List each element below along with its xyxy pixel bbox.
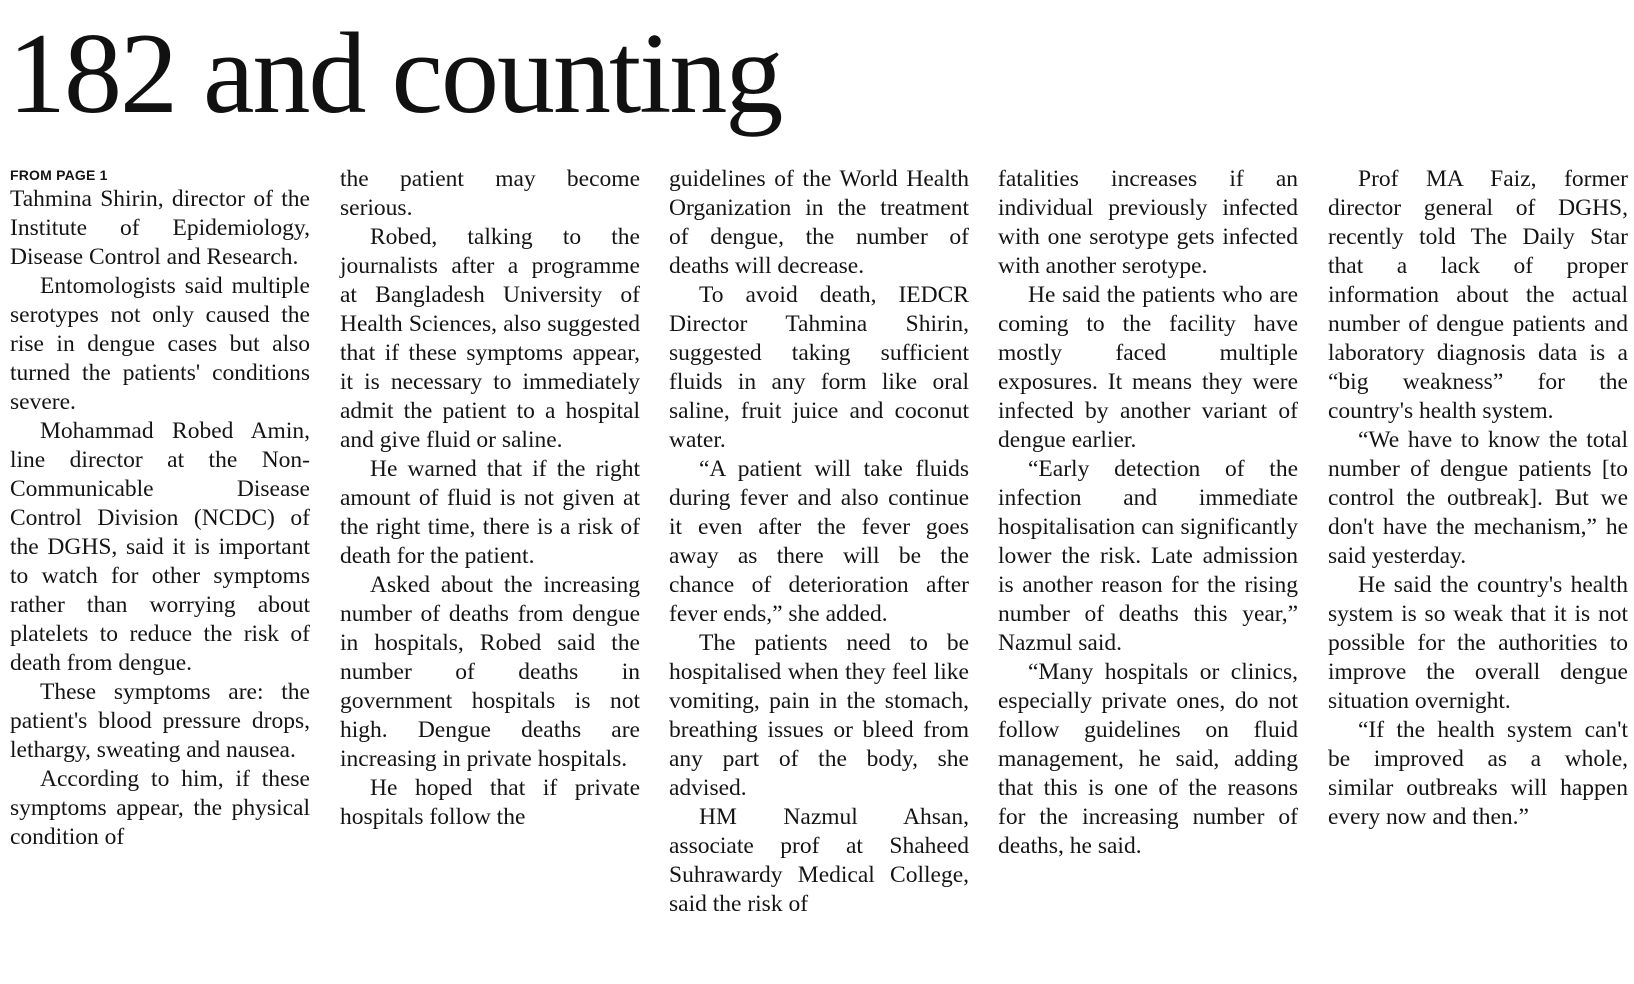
paragraph: “A patient will take fluids during fever and also continue it even after the fever goes away as there will be the chance of deterioration after fever ends,” she added. <box>669 456 969 627</box>
paragraph: “Early detection of the infection and immediate hospitalisation can significantly lower the risk. Late admission is another reason for the rising number of deaths this year,” Nazmul said. <box>998 456 1298 656</box>
paragraph: Entomologists said multiple serotypes not only caused the rise in dengue cases but also turned the patients' conditions severe. <box>10 273 310 415</box>
article-column-4 <box>998 165 1298 861</box>
paragraph: He hoped that if private hospitals follow the <box>340 775 640 830</box>
paragraph: He said the patients who are coming to the facility have mostly faced multiple exposures. It means they were infected by another variant of dengue earlier. <box>998 282 1298 453</box>
paragraph: Asked about the increasing number of deaths from dengue in hospitals, Robed said the number of deaths in government hospitals is not high. Dengue deaths are increasing in private hospitals. <box>340 572 640 772</box>
paragraph: The patients need to be hospitalised when they feel like vomiting, pain in the stomach, breathing issues or bleed from any part of the body, she advised. <box>669 630 969 801</box>
paragraph: Prof MA Faiz, former director general of DGHS, recently told The Daily Star that a lack of proper information about the actual number of dengue patients and laboratory diagnosis data is a “big weakness” for the country's health system. <box>1328 166 1628 424</box>
paragraph: Mohammad Robed Amin, line director at the Non-Communicable Disease Control Division (NCDC) of the DGHS, said it is important to watch for other symptoms rather than worrying about platelets to reduce the risk of death from dengue. <box>10 418 310 676</box>
paragraph: These symptoms are: the patient's blood pressure drops, lethargy, sweating and nausea. <box>10 679 310 763</box>
continuation-kicker: FROM PAGE 1 <box>10 167 108 183</box>
paragraph: He said the country's health system is so weak that it is not possible for the authorities to improve the overall dengue situation overnight. <box>1328 572 1628 714</box>
paragraph: Tahmina Shirin, director of the Institute of Epidemiology, Disease Control and Research. <box>10 186 310 270</box>
paragraph: the patient may become serious. <box>340 166 640 221</box>
paragraph: “Many hospitals or clinics, especially private ones, do not follow guidelines on fluid management, he said, adding that this is one of the reasons for the increasing number of deaths, he said. <box>998 659 1298 859</box>
paragraph: HM Nazmul Ahsan, associate prof at Shaheed Suhrawardy Medical College, said the risk of <box>669 804 969 917</box>
paragraph: “If the health system can't be improved as a whole, similar outbreaks will happen every now and then.” <box>1328 717 1628 830</box>
paragraph: guidelines of the World Health Organization in the treatment of dengue, the number of deaths will decrease. <box>669 166 969 279</box>
paragraph: To avoid death, IEDCR Director Tahmina Shirin, suggested taking sufficient fluids in any form like oral saline, fruit juice and coconut water. <box>669 282 969 453</box>
paragraph: Robed, talking to the journalists after a programme at Bangladesh University of Health Sciences, also suggested that if these symptoms appear, it is necessary to immediately admit the patient to a hospital and give fluid or saline. <box>340 224 640 453</box>
article-column-3 <box>669 165 969 919</box>
article-column-2 <box>340 165 640 832</box>
headline: 182 and counting <box>8 10 782 138</box>
article-column-1 <box>10 165 310 852</box>
paragraph: “We have to know the total number of dengue patients [to control the outbreak]. But we don't have the mechanism,” he said yesterday. <box>1328 427 1628 569</box>
paragraph: fatalities increases if an individual previously infected with one serotype gets infected with another serotype. <box>998 166 1298 279</box>
paragraph: He warned that if the right amount of fluid is not given at the right time, there is a risk of death for the patient. <box>340 456 640 569</box>
article-column-5 <box>1328 165 1628 832</box>
paragraph: According to him, if these symptoms appear, the physical condition of <box>10 766 310 850</box>
